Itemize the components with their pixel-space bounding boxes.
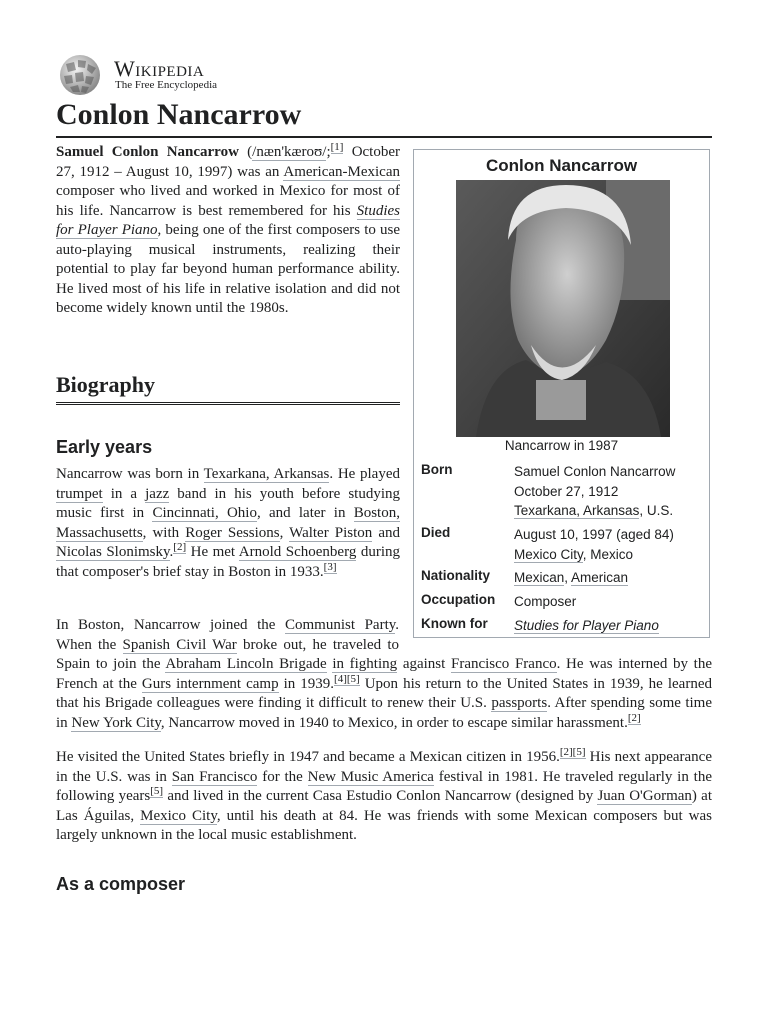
texarkana-link[interactable]: Texarkana, Arkansas [203, 466, 330, 482]
wordmark[interactable]: Wikipedia [114, 56, 205, 81]
portrait-photo[interactable] [456, 180, 670, 437]
section-heading-biography: Biography [56, 372, 400, 405]
nationality-label: Nationality [421, 568, 491, 583]
new-music-america-link[interactable]: New Music America [307, 768, 434, 785]
known-for-label: Known for [421, 616, 488, 631]
nicolas-slonimsky-link[interactable]: Nicolas Slonimsky [56, 544, 170, 560]
ref-1[interactable]: [1] [330, 141, 344, 153]
paragraph-mexico [56, 748, 712, 846]
site-header [56, 54, 356, 96]
text: His next appearance in the U.S. was in [56, 749, 712, 785]
text: and lived in the current Casa Estudio Conlon Nancarrow (designed by [163, 788, 598, 804]
francisco-franco-link[interactable]: Francisco Franco [450, 656, 557, 672]
nationality-american-link[interactable]: American [571, 570, 629, 585]
text: In Boston, Nancarrow joined the [56, 617, 285, 633]
spanish-civil-war-link[interactable]: Spanish Civil War [122, 636, 237, 653]
text: , with [142, 524, 186, 541]
section-heading-early-years: Early years [56, 437, 153, 457]
born-place-link[interactable]: Texarkana, Arkansas [514, 503, 640, 518]
walter-piston-link[interactable]: Walter Piston [289, 524, 373, 541]
intro-text: October 27, 1912 – August 10, 1997) was an [56, 144, 400, 180]
text: and [372, 524, 400, 541]
text: against [397, 656, 451, 672]
text: . When the [56, 617, 400, 653]
infobox-title: Conlon Nancarrow [485, 156, 638, 175]
born-date: October 27, 1912 [514, 483, 619, 499]
nationality-sep: , [564, 570, 572, 585]
photo-caption: Nancarrow in 1987 [504, 438, 619, 453]
wikipedia-globe-icon[interactable] [56, 54, 104, 96]
occupation-value: Composer [514, 594, 577, 609]
text: in a [102, 485, 146, 502]
gurs-camp-link[interactable]: Gurs internment camp [141, 675, 279, 692]
occupation-label: Occupation [421, 592, 496, 607]
text: He met [186, 544, 239, 560]
boston-link[interactable]: Boston, Massachusetts [56, 505, 400, 541]
jazz-link[interactable]: jazz [145, 485, 170, 502]
roger-sessions-link[interactable]: Roger Sessions [185, 524, 280, 541]
new-york-city-link[interactable]: New York City [71, 714, 161, 731]
text: broke out, he traveled to Spain to join the [56, 636, 399, 672]
section-heading-as-composer: As a composer [56, 874, 186, 894]
infobox [413, 149, 710, 638]
text: , Nancarrow moved in 1940 to Mexico, in order to escape similar harassment. [160, 714, 628, 731]
arnold-schoenberg-link[interactable]: Arnold Schoenberg [238, 544, 357, 560]
text: . After spending some time in [56, 695, 712, 731]
intro-text: , being one of the first composers to use auto-playing musical instruments, realizing their potential to play far beyond human performance ability. He lived most of his life in relative isolation and did not become widely known until the 1980s. [56, 222, 400, 316]
juan-ogorman-link[interactable]: Juan O'Gorman [597, 788, 692, 804]
nationality-mexican-link[interactable]: Mexican [514, 570, 565, 585]
ipa-pronunciation-link[interactable]: /næn'kæroʊ/ [252, 144, 327, 160]
paragraph-birth: Nancarrow was born in Texarkana, Arkansas. He played trumpet in a jazz band in his youth before studying music first in Cincinnati, Ohio, and later in Boston, Massachusetts, with Roger Sessions, Walter Piston and Nicolas Slonimsky.[2] He met Arnold Schoenberg during that composer's brief stay in Boston in 1933.[3] [56, 466, 401, 580]
ref-3[interactable]: [3] [323, 560, 337, 573]
text: during that composer's brief stay in Boston in 1933. [56, 544, 400, 580]
text: Nancarrow was born in [56, 466, 204, 482]
ref-5[interactable]: [5] [150, 785, 164, 797]
ref-2[interactable]: [2] [173, 541, 187, 553]
died-place-link[interactable]: Mexico City [514, 546, 583, 562]
text: Upon his return to the United States in 1939, he learned that his Brigade colleagues were finding it difficult to renew their U.S. [56, 675, 712, 711]
text: , [279, 524, 290, 541]
known-for-link[interactable]: Studies for Player Piano [514, 618, 659, 633]
intro-paragraph: Samuel Conlon Nancarrow (/næn'kæroʊ/;[1] October 27, 1912 – August 10, 1997) was an American-Mexican composer who lived and worked in Mexico for most of his life. Nancarrow is best remembered for his Studies for Player Piano, being one of the first composers to use auto-playing musical instruments, realizing their potential to play far beyond human performance ability. He lived most of his life in relative isolation and did not become widely known until the 1980s. [56, 141, 400, 316]
born-label: Born [421, 462, 453, 477]
died-place-rest: , Mexico [582, 546, 634, 562]
communist-party-link[interactable]: Communist Party [285, 617, 396, 633]
subject-name: Samuel Conlon Nancarrow [56, 144, 239, 160]
text: . He was interned by the French at the [56, 656, 713, 692]
san-francisco-link[interactable]: San Francisco [171, 768, 258, 785]
text: , until his death at 84. He was friends with some Mexican composers but was largely unknown in the local music establishment. [56, 807, 713, 843]
text: ) at Las Águilas, [56, 788, 713, 824]
text: , and later in [256, 505, 354, 521]
studies-player-piano-link[interactable]: Studies for Player Piano [56, 202, 400, 238]
ref-2-5[interactable]: [2][5] [559, 746, 586, 758]
text: for the [257, 768, 308, 785]
trumpet-link[interactable]: trumpet [56, 485, 103, 502]
text: festival in 1981. He traveled regularly in the following years [56, 768, 712, 804]
tagline: The Free Encyclopedia [115, 79, 218, 91]
text: in 1939. [278, 675, 335, 692]
born-name: Samuel Conlon Nancarrow [514, 464, 676, 479]
died-date: August 10, 1997 (aged 84) [514, 527, 674, 542]
cincinnati-link[interactable]: Cincinnati, Ohio [152, 505, 257, 521]
abraham-lincoln-brigade-link[interactable]: Abraham Lincoln Brigade [165, 656, 327, 672]
in-fighting-link[interactable]: in fighting [332, 656, 398, 672]
text: He visited the United States briefly in 1947 and became a Mexican citizen in 1956. [56, 749, 560, 765]
mexico-city-link[interactable]: Mexico City [140, 807, 217, 824]
intro-text: composer who lived and worked in Mexico for most of his life. Nancarrow is best remembered for his [56, 183, 400, 219]
born-place-rest: , U.S. [639, 503, 674, 518]
american-mexican-link[interactable]: American-Mexican [283, 163, 400, 180]
ref-2[interactable]: [2] [627, 711, 641, 724]
paragraph-spain [56, 616, 712, 733]
passports-link[interactable]: passports [491, 695, 548, 711]
text: band in his youth before studying music first in [56, 485, 401, 521]
died-label: Died [421, 525, 451, 540]
text: . He played [329, 466, 400, 482]
page-title: Conlon Nancarrow [56, 96, 712, 138]
ref-4-5[interactable]: [4][5] [334, 672, 360, 685]
